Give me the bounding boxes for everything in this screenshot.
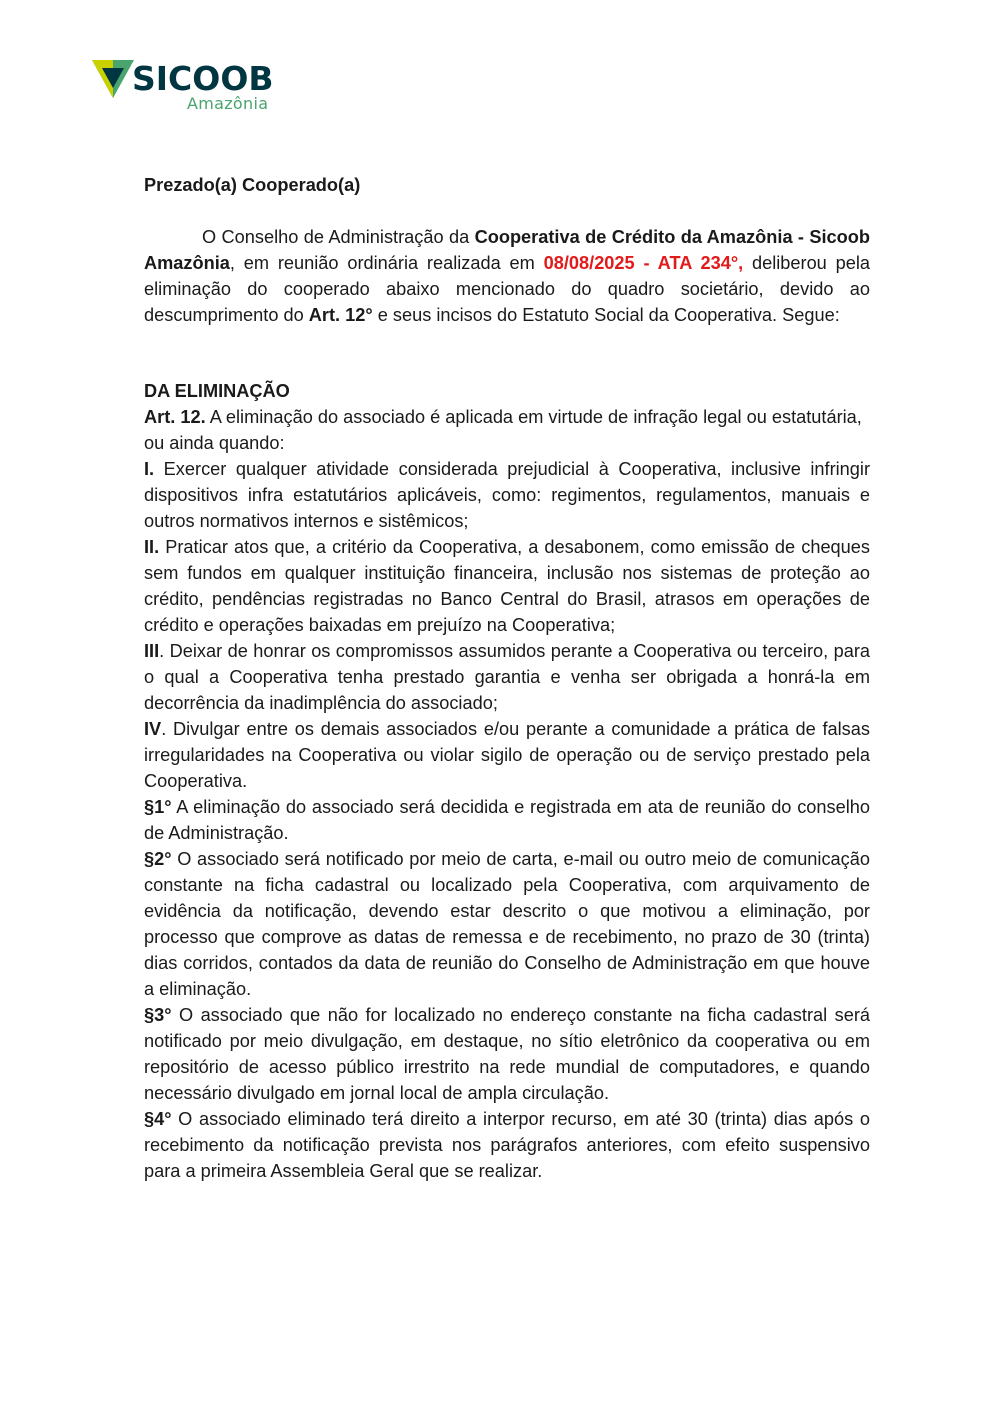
meeting-date: 08/08/2025 - ATA 234°, — [543, 253, 744, 273]
clause-text: O associado será notificado por meio de carta, e-mail ou outro meio de comunicação constante na ficha cadastral ou localizado pela Cooperativa, com arquivamento de evidência da notificação, devendo estar descrito o que motivou a eliminação, por processo que comprove as datas de remessa e de recebimento, no prazo de 30 (trinta) dias corridos, contados da data de reunião do Conselho de Administração em que houve a eliminação. — [144, 849, 870, 999]
intro-text-4: e seus incisos do Estatuto Social da Cooperativa. Segue: — [372, 305, 840, 325]
intro-text-2: , em reunião ordinária realizada em — [229, 253, 544, 273]
clause-text: Praticar atos que, a critério da Cooperativa, a desabonem, como emissão de cheques sem fundos em qualquer instituição financeira, inclusão nos sistemas de proteção ao crédito, pendências registradas no Banco Central do Brasil, atrasos em operações de crédito e operações baixadas em prejuízo na Cooperativa; — [144, 537, 870, 635]
article-12 — [144, 404, 870, 456]
article-label: Art. 12. — [144, 407, 206, 427]
section-title: DA ELIMINAÇÃO — [144, 381, 290, 401]
logo-brand: SICOOB — [132, 59, 274, 98]
clause-ii — [144, 534, 870, 638]
clause-label: §2° — [144, 849, 172, 869]
clause-text: Exercer qualquer atividade considerada prejudicial à Cooperativa, inclusive infringir dispositivos infra estatutários aplicáveis, como: regimentos, regulamentos, manuais e outros normativos internos e sistêmicos; — [144, 459, 870, 531]
clause-text: . Deixar de honrar os compromissos assumidos perante a Cooperativa ou terceiro, para o qual a Cooperativa tenha prestado garantia e venha ser obrigada a honrá-la em decorrência da inadimplência do associado; — [144, 641, 870, 713]
paragraph-1 — [144, 794, 870, 846]
sicoob-logo — [92, 58, 292, 118]
cooperative-name: Cooperativa de Crédito da Amazônia - Sicoob Amazônia — [144, 227, 871, 273]
clause-label: §3° — [144, 1005, 172, 1025]
logo-region: Amazônia — [187, 94, 269, 113]
clause-label: IV — [144, 719, 162, 739]
article-text: A eliminação do associado é aplicada em virtude de infração legal ou estatutária, ou ainda quando: — [144, 407, 862, 453]
letter-body — [144, 172, 870, 1184]
intro-paragraph — [144, 224, 870, 328]
intro-text-3: deliberou pela eliminação do cooperado abaixo mencionado do quadro societário, devido ao descumprimento do — [144, 253, 870, 325]
clause-label: I. — [144, 459, 155, 479]
clause-iii — [144, 638, 870, 716]
article-reference: Art. 12° — [308, 305, 373, 325]
clause-label: §1° — [144, 797, 172, 817]
clause-text: O associado eliminado terá direito a interpor recurso, em até 30 (trinta) dias após o recebimento da notificação prevista nos parágrafos anteriores, com efeito suspensivo para a primeira Assembleia Geral que se realizar. — [144, 1109, 870, 1181]
clause-text: . Divulgar entre os demais associados e/ou perante a comunidade a prática de falsas irregularidades na Cooperativa ou violar sigilo de operação ou de serviço prestado pela Cooperativa. — [144, 719, 870, 791]
clause-text: O associado que não for localizado no endereço constante na ficha cadastral será notificado por meio divulgação, em destaque, no sítio eletrônico da cooperativa ou em repositório de acesso público irrestrito na rede mundial de computadores, e quando necessário divulgado em jornal local de ampla circulação. — [144, 1005, 870, 1103]
paragraph-2 — [144, 846, 870, 1002]
clause-label: II. — [144, 537, 160, 557]
greeting: Prezado(a) Cooperado(a) — [144, 175, 361, 195]
clause-label: §4° — [144, 1109, 172, 1129]
sicoob-emblem-icon — [92, 58, 136, 102]
clause-text: A eliminação do associado será decidida e registrada em ata de reunião do conselho de Administração. — [144, 797, 870, 843]
paragraph-4 — [144, 1106, 870, 1184]
clause-i — [144, 456, 870, 534]
clause-label: III — [144, 641, 160, 661]
clause-iv — [144, 716, 870, 794]
intro-text-1: O Conselho de Administração da — [202, 227, 475, 247]
paragraph-3 — [144, 1002, 870, 1106]
